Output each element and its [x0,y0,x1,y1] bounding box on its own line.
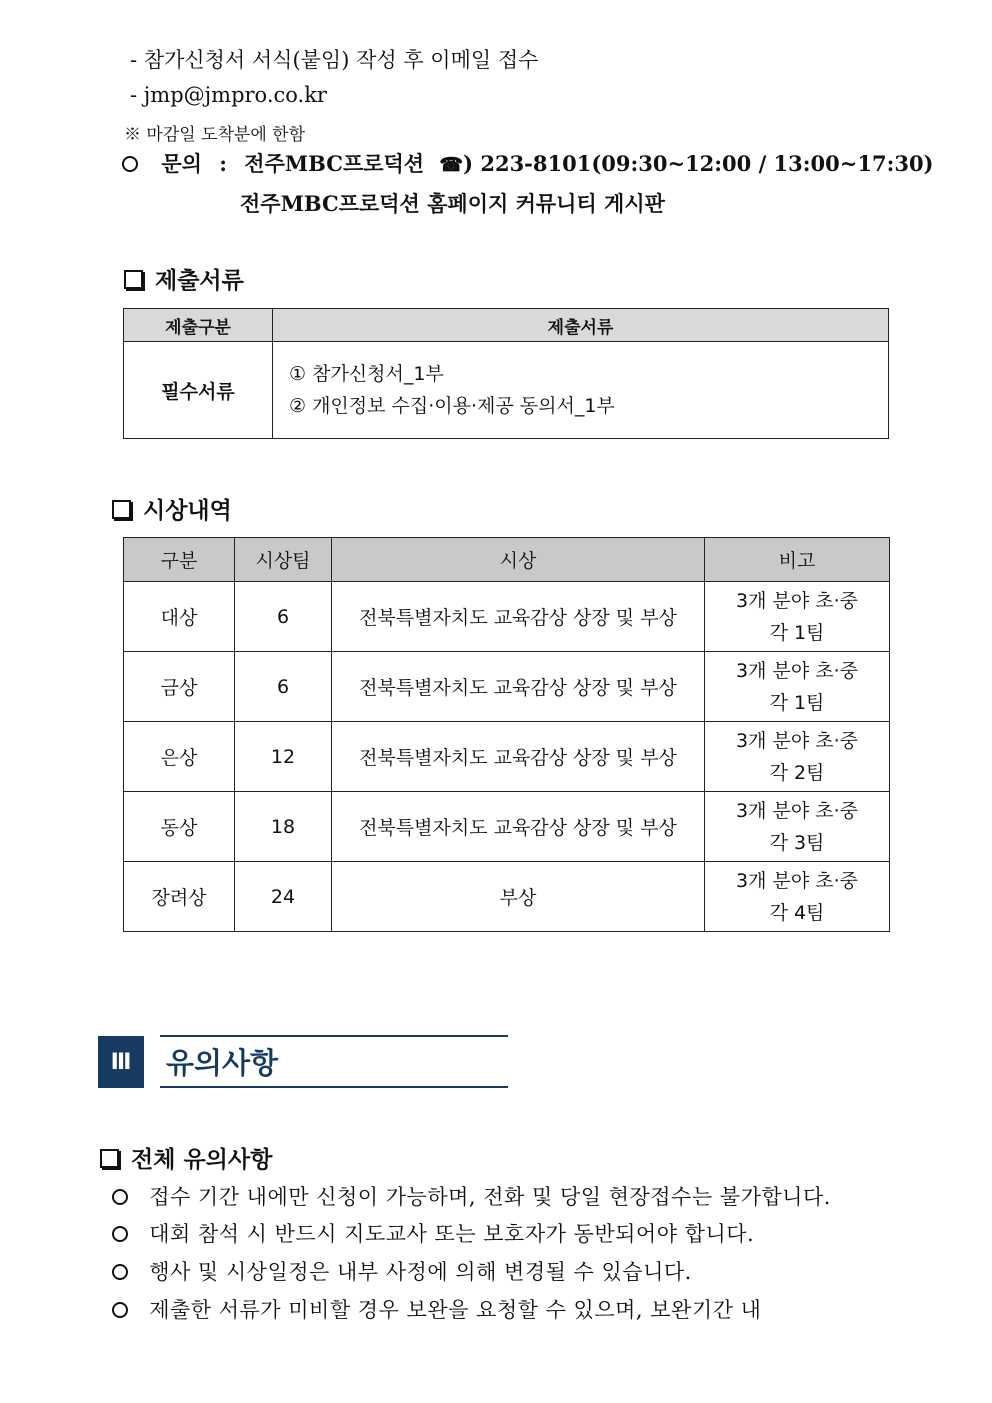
submission-heading-text: 제출서류 [155,267,244,294]
award-category: 대상 [124,582,235,652]
submission-table [123,308,889,439]
awards-table [123,537,890,932]
list-item-text: 제출한 서류가 미비할 경우 보완을 요청할 수 있으며, 보완기간 내 [149,1298,762,1322]
award-category: 은상 [124,722,235,792]
intro-note: ※ 마감일 도착분에 한함 [124,125,306,145]
award-category: 동상 [124,792,235,862]
award-note [705,792,890,862]
award-prize: 전북특별자치도 교육감상 상장 및 부상 [332,722,705,792]
award-category: 장려상 [124,862,235,932]
award-note-line2: 각 1팀 [769,621,825,644]
general-notes-heading [100,1141,272,1174]
award-note-line1: 3개 분야 초·중 [736,589,858,612]
awards-header-prize: 시상 [332,538,705,582]
list-item-text: 대회 참석 시 반드시 지도교사 또는 보호자가 동반되어야 합니다. [149,1222,755,1246]
award-teams: 18 [235,792,332,862]
awards-header-category: 구분 [124,538,235,582]
awards-heading-text: 시상내역 [143,497,232,524]
submission-row-label: 필수서류 [124,342,273,439]
table-row [124,862,890,932]
award-category: 금상 [124,652,235,722]
phone-icon: ☎ [439,154,464,176]
submission-col2-header: 제출서류 [273,309,889,342]
award-prize: 전북특별자치도 교육감상 상장 및 부상 [332,652,705,722]
inquiry-org: 전주MBC프로덕션 [244,151,425,176]
award-note-line1: 3개 분야 초·중 [736,799,858,822]
submission-item: ② 개인정보 수집·이용·제공 동의서_1부 [289,395,615,417]
intro-line-1: - 참가신청서 서식(붙임) 작성 후 이메일 접수 [130,48,539,72]
list-item-text: 행사 및 시상일정은 내부 사정에 의해 변경될 수 있습니다. [149,1260,692,1284]
table-row [124,722,890,792]
award-teams: 24 [235,862,332,932]
awards-heading [112,492,232,525]
submission-item: ① 참가신청서_1부 [289,363,444,385]
award-note [705,862,890,932]
circle-bullet-icon [122,156,138,172]
list-item [112,1256,692,1286]
submission-col1-header: 제출구분 [124,309,273,342]
award-prize: 전북특별자치도 교육감상 상장 및 부상 [332,582,705,652]
award-note-line2: 각 2팀 [769,761,825,784]
award-prize: 부상 [332,862,705,932]
section-title [160,1035,508,1088]
checkbox-square-icon [124,270,143,289]
award-note-line2: 각 1팀 [769,691,825,714]
section-title-text: 유의사항 [166,1046,279,1080]
award-note-line1: 3개 분야 초·중 [736,869,858,892]
submission-items [273,342,889,439]
award-teams: 6 [235,582,332,652]
award-note-line2: 각 3팀 [769,831,825,854]
award-note [705,652,890,722]
table-row [124,652,890,722]
submission-heading [124,262,244,295]
list-item [112,1294,761,1324]
award-note-line1: 3개 분야 초·중 [736,659,858,682]
awards-header-teams: 시상팀 [235,538,332,582]
table-row [124,582,890,652]
checkbox-square-icon [100,1149,119,1168]
award-note-line2: 각 4팀 [769,901,825,924]
checkbox-square-icon [112,500,131,519]
award-teams: 6 [235,652,332,722]
circle-bullet-icon [112,1189,128,1205]
list-item [112,1181,831,1211]
table-row [124,792,890,862]
intro-line-2-email: - jmp@jmpro.co.kr [130,83,327,107]
inquiry-colon: : [219,151,227,176]
inquiry-line-2: 전주MBC프로덕션 홈페이지 커뮤니티 게시판 [240,191,665,216]
list-item [112,1218,754,1248]
inquiry-line [122,148,934,178]
award-note [705,582,890,652]
list-item-text: 접수 기간 내에만 신청이 가능하며, 전화 및 당일 현장접수는 불가합니다. [149,1185,831,1209]
award-note [705,722,890,792]
award-teams: 12 [235,722,332,792]
section-number-badge: Ⅲ [98,1036,144,1088]
awards-header-note: 비고 [705,538,890,582]
award-prize: 전북특별자치도 교육감상 상장 및 부상 [332,792,705,862]
circle-bullet-icon [112,1226,128,1242]
circle-bullet-icon [112,1264,128,1280]
general-notes-heading-text: 전체 유의사항 [131,1146,273,1173]
award-note-line1: 3개 분야 초·중 [736,729,858,752]
inquiry-phone: ) 223-8101(09:30~12:00 / 13:00~17:30) [463,151,934,176]
circle-bullet-icon [112,1302,128,1318]
inquiry-label: 문의 [161,151,202,176]
